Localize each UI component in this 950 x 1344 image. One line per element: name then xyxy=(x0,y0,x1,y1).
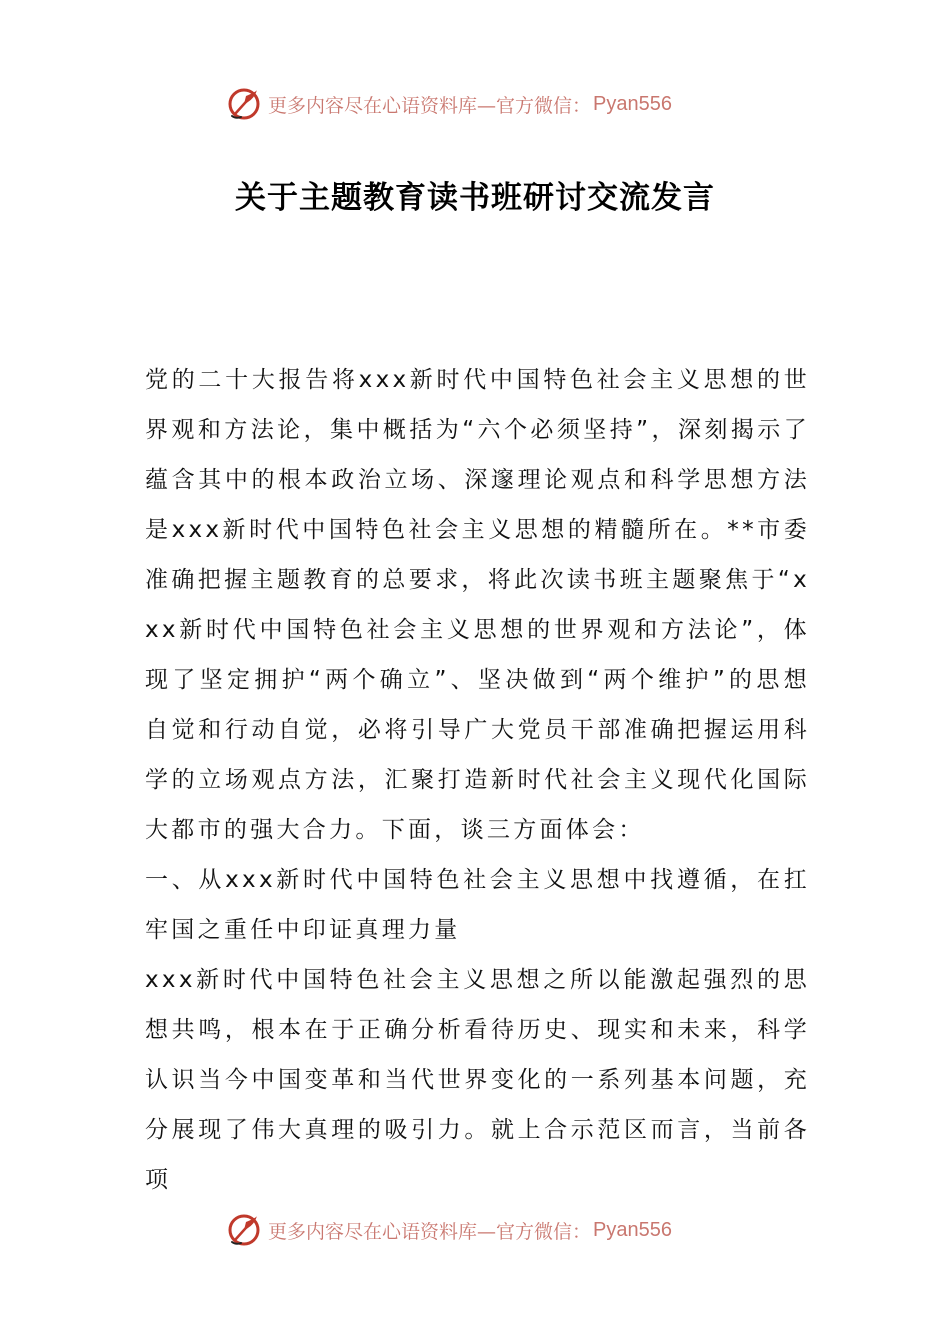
paragraph-section-1: xxx新时代中国特色社会主义思想之所以能激起强烈的思想共鸣，根本在于正确分析看待历史、现实和未来，科学认识当今中国变革和当代世界变化的一系列基本问题，充分展现了伟大真理的吸引力。就上合示范区而言，当前各项 xyxy=(145,967,810,1193)
watermark-text: 更多内容尽在心语资料库—官方微信： xyxy=(268,94,592,117)
paragraph-intro: 党的二十大报告将xxx新时代中国特色社会主义思想的世界观和方法论，集中概括为“六个必须坚持”，深刻揭示了蕴含其中的根本政治立场、深邃理论观点和科学思想方法是xxx新时代中国特色社会主义思想的精髓所在。**市委准确把握主题教育的总要求，将此次读书班主题聚焦于“xxx新时代中国特色社会主义思想的世界观和方法论”，体现了坚定拥护“两个确立”、坚决做到“两个维护”的思想自觉和行动自觉，必将引导广大党员干部准确把握运用科学的立场观点方法，汇聚打造新时代社会主义现代化国际大都市的强大合力。下面，谈三方面体会： xyxy=(145,367,810,843)
quill-logo-icon xyxy=(226,1212,262,1248)
section-heading-1: 一、从xxx新时代中国特色社会主义思想中找遵循，在扛牢国之重任中印证真理力量 xyxy=(145,867,810,943)
quill-logo-icon xyxy=(226,86,262,122)
watermark-wechat-id: Pyan556 xyxy=(593,92,672,115)
watermark-text: 更多内容尽在心语资料库—官方微信： xyxy=(268,1220,592,1243)
header-watermark xyxy=(226,84,672,124)
document-title: 关于主题教育读书班研讨交流发言 xyxy=(235,180,715,216)
document-body xyxy=(145,355,810,1205)
watermark-wechat-id: Pyan556 xyxy=(593,1218,672,1241)
footer-watermark xyxy=(226,1210,672,1250)
